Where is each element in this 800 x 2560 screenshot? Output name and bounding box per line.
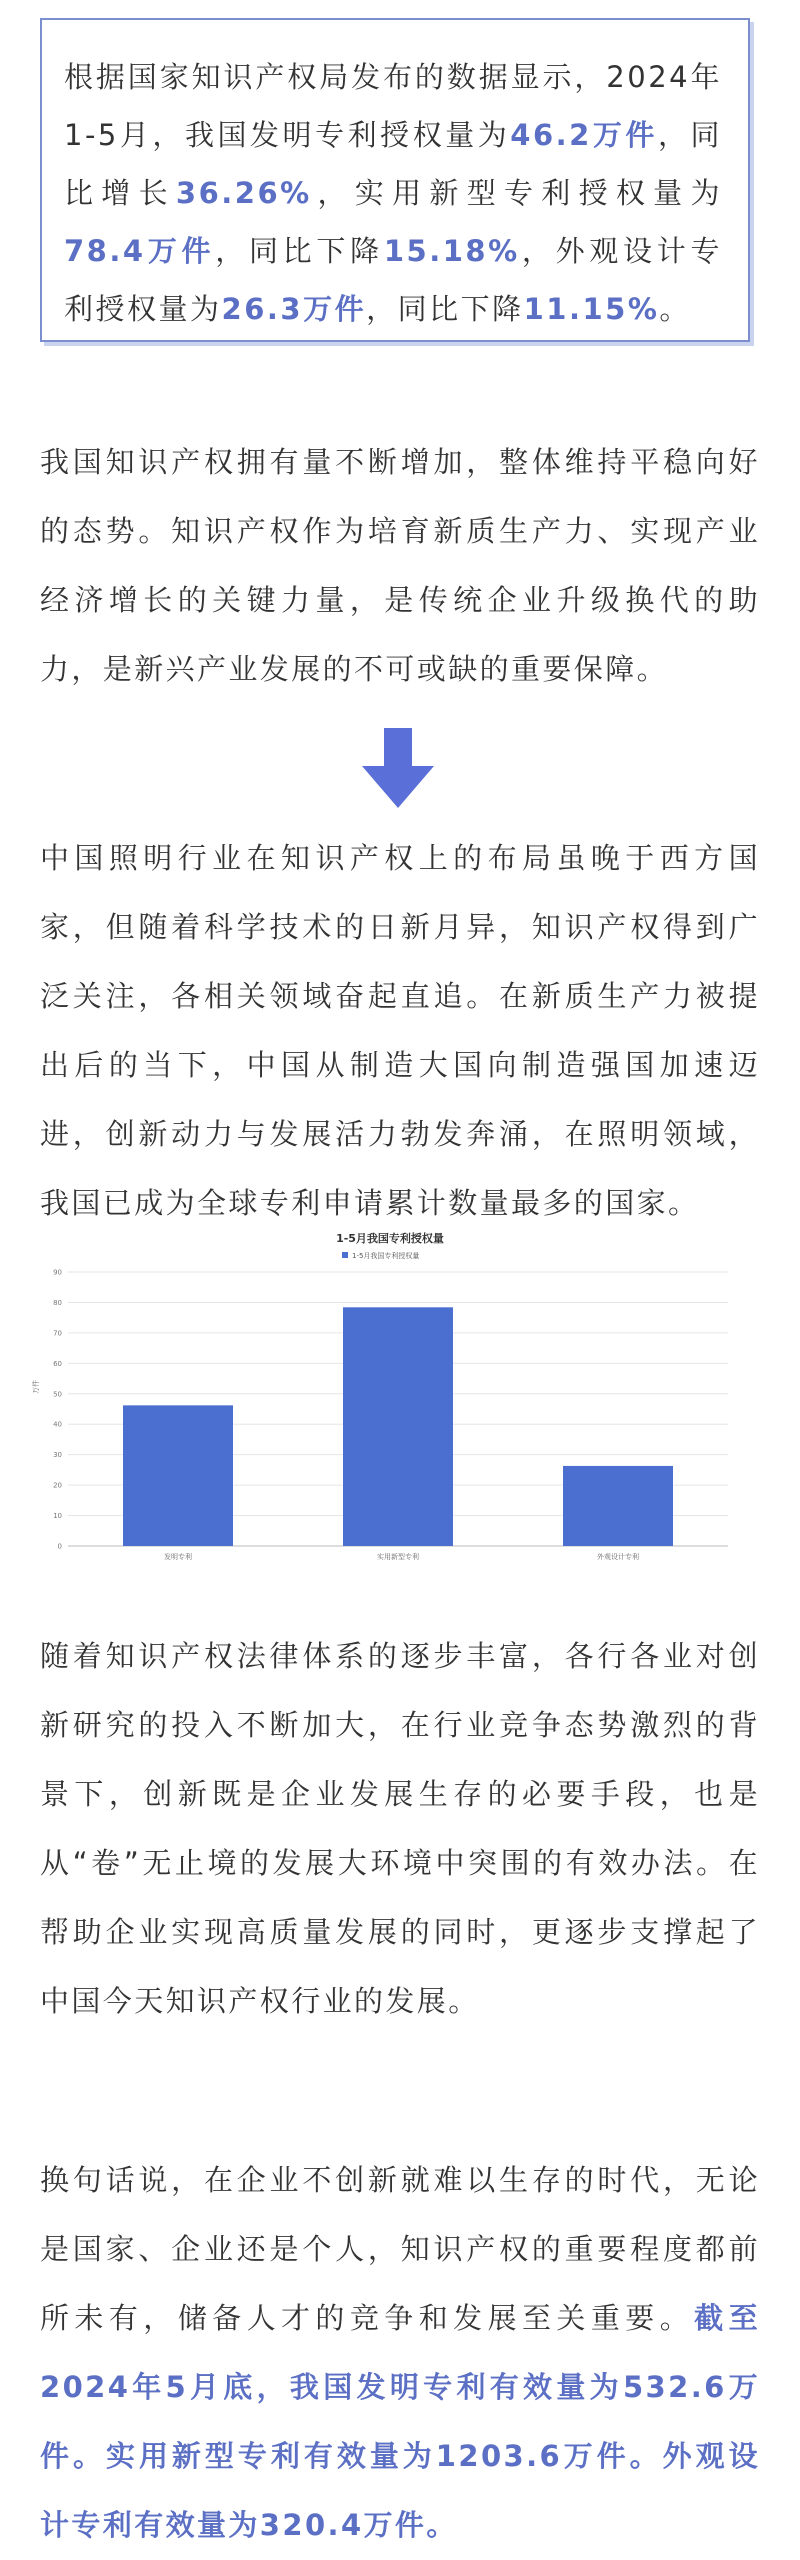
x-tick-label: 外观设计专利 xyxy=(597,1553,639,1561)
utility-decline-value: 15.18% xyxy=(383,234,520,268)
utility-grants-value: 78.4万件 xyxy=(64,234,216,268)
paragraph-talent-text: 换句话说，在企业不创新就难以生存的时代，无论是国家、企业还是个人，知识产权的重要程度都前所未有，储备人才的竞争和发展至关重要。 xyxy=(40,2163,760,2335)
paragraph-legal-system: 随着知识产权法律体系的逐步丰富，各行各业对创新研究的投入不断加大，在行业竞争态势激烈的背景下，创新既是企业发展生存的必要手段，也是从“卷”无止境的发展大环境中突围的有效办法。在帮助企业实现高质量发展的同时，更逐步支撑起了中国今天知识产权行业的发展。 xyxy=(40,1639,760,2018)
y-tick-label: 40 xyxy=(53,1420,62,1429)
bar-1 xyxy=(123,1405,233,1546)
x-tick-label: 发明专利 xyxy=(164,1553,192,1561)
stat-callout-text xyxy=(64,48,722,338)
paragraph-lighting-industry: 中国照明行业在知识产权上的布局虽晚于西方国家，但随着科学技术的日新月异，知识产权得到广泛关注，各相关领域奋起直追。在新质生产力被提出后的当下，中国从制造大国向制造强国加速迈进，创新动力与发展活力勃发奔涌，在照明领域，我国已成为全球专利申请累计数量最多的国家。 xyxy=(40,841,760,1220)
y-tick-label: 30 xyxy=(53,1451,62,1460)
design-grants-value: 26.3万件 xyxy=(221,292,367,326)
y-tick-label: 10 xyxy=(53,1512,62,1521)
callout-text-3: ，实用新型专利授权量为 xyxy=(311,176,722,210)
callout-text-1: 根据国家知识产权局发布的数据显示，2024年1-5月，我国发明专利授权量为 xyxy=(64,60,722,152)
design-decline-value: 11.15% xyxy=(523,292,660,326)
paragraph-talent xyxy=(40,2146,760,2560)
valid-patents-highlight: 截至2024年5月底，我国发明专利有效量为532.6万件。实用新型专利有效量为1203.6万件。外观设计专利有效量为320.4万件。 xyxy=(40,2301,760,2542)
invention-growth-value: 36.26% xyxy=(175,176,312,210)
chart-legend xyxy=(342,1251,419,1260)
stat-callout-box xyxy=(40,18,750,342)
y-axis-label: 万件 xyxy=(32,1380,40,1394)
chart-title: 1-5月我国专利授权量 xyxy=(336,1232,444,1245)
callout-text-7: 。 xyxy=(659,292,691,326)
y-tick-label: 0 xyxy=(57,1542,62,1551)
callout-text-2: ，同比增长 xyxy=(64,118,722,210)
patent-grants-bar-chart xyxy=(28,1222,752,1572)
y-tick-label: 60 xyxy=(53,1359,62,1368)
y-tick-label: 90 xyxy=(53,1268,62,1277)
x-tick-label: 实用新型专利 xyxy=(377,1553,419,1561)
paragraph-ip-ownership: 我国知识产权拥有量不断增加，整体维持平稳向好的态势。知识产权作为培育新质生产力、实现产业经济增长的关键力量，是传统企业升级换代的助力，是新兴产业发展的不可或缺的重要保障。 xyxy=(40,445,760,686)
callout-text-4: ，同比下降 xyxy=(215,234,384,268)
legend-swatch xyxy=(342,1252,348,1258)
callout-text-5: ，外观设计专利授权量为 xyxy=(64,234,722,326)
callout-text-6: ，同比下降 xyxy=(366,292,524,326)
y-tick-label: 20 xyxy=(53,1481,62,1490)
arrow-down-icon xyxy=(362,728,434,808)
invention-grants-value: 46.2万件 xyxy=(510,118,658,152)
y-tick-label: 50 xyxy=(53,1390,62,1399)
legend-label: 1-5月我国专利授权量 xyxy=(352,1252,420,1260)
y-tick-label: 80 xyxy=(53,1298,62,1307)
bar-3 xyxy=(563,1466,673,1546)
y-tick-label: 70 xyxy=(53,1329,62,1338)
bar-2 xyxy=(343,1307,453,1546)
